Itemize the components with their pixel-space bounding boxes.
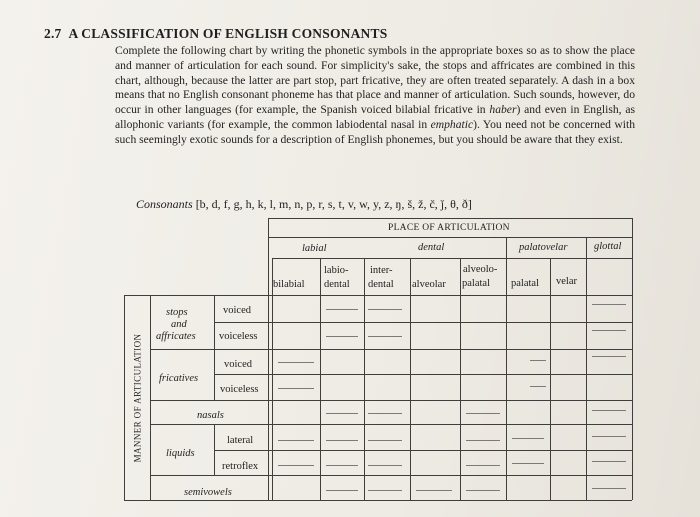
- dash-lateral-bilabial: [278, 440, 314, 441]
- dash-retroflex-interdental: [368, 465, 402, 466]
- example-word-emphatic: emphatic: [430, 117, 474, 131]
- manner-of-articulation-label: MANNER OF ARTICULATION: [132, 333, 143, 463]
- row-line-fricatives-end: [150, 400, 632, 401]
- dash-fricatives-voiceless-bilabial: [278, 388, 314, 389]
- row-nasals: nasals: [197, 410, 224, 421]
- col-velar: velar: [556, 276, 577, 287]
- dash-lateral-palatal: [512, 438, 544, 439]
- dash-stops-voiceless-labiodental: [326, 336, 358, 337]
- dash-lateral-glottal: [592, 436, 626, 437]
- row-stops-line2: and: [171, 319, 187, 330]
- col-sep-5: [506, 237, 507, 500]
- dash-retroflex-palatal: [512, 463, 544, 464]
- dash-lateral-alveopalatal: [466, 440, 500, 441]
- dash-semivowels-glottal: [592, 488, 626, 489]
- row-liquids: liquids: [166, 448, 195, 459]
- dash-fricatives-voiced-palatal: [530, 360, 546, 361]
- row-line-stops-mid: [214, 322, 632, 323]
- dash-fricatives-voiceless-palatal: [530, 386, 546, 387]
- dash-stops-voiceless-glottal: [592, 330, 626, 331]
- row-fricatives: fricatives: [159, 373, 199, 384]
- dash-semivowels-labiodental: [326, 490, 358, 491]
- row-line-fricatives-mid: [214, 374, 632, 375]
- col-palatal: palatal: [511, 278, 539, 289]
- col-alveolar: alveolar: [412, 279, 446, 290]
- row-stops-voiced: voiced: [223, 305, 251, 316]
- dash-stops-voiceless-interdental: [368, 336, 402, 337]
- header-top-border: [268, 218, 632, 219]
- header-divider: [268, 237, 632, 238]
- col-labiodental-line1: labio-: [324, 265, 349, 276]
- row-stops-voiceless: voiceless: [219, 331, 258, 342]
- row-line-liquids-mid: [214, 450, 632, 451]
- group-dental: dental: [418, 242, 445, 253]
- dash-retroflex-labiodental: [326, 465, 358, 466]
- dash-semivowels-alveopalatal: [466, 490, 500, 491]
- dash-semivowels-interdental: [368, 490, 402, 491]
- group-labial: labial: [302, 243, 327, 254]
- dash-fricatives-voiced-bilabial: [278, 362, 314, 363]
- instructions-text-2: ) and even in English, as allophonic variants (for example, the common labiodental nasal in: [115, 103, 636, 131]
- group-glottal: glottal: [594, 241, 622, 252]
- instructions-text-3: ). You need not be concerned with such seemingly exotic sounds for a description of English phonemes, but you should be aware that they exist.: [115, 117, 635, 146]
- consonant-symbols: [b, d, f, g, h, k, l, m, n, p, r, s, t, v, w, y, z, ŋ, š, ž, č, ǰ, θ, ð]: [195, 197, 472, 211]
- body-left-border: [124, 295, 125, 500]
- dash-stops-voiced-glottal: [592, 304, 626, 305]
- dash-retroflex-alveopalatal: [466, 465, 500, 466]
- chart-right-border: [632, 218, 633, 500]
- place-of-articulation-header: PLACE OF ARTICULATION: [388, 223, 510, 233]
- col-labiodental-line2: dental: [324, 279, 350, 290]
- col-interdental-line1: inter-: [370, 265, 393, 276]
- dash-nasals-labiodental: [326, 413, 358, 414]
- side-label-divider: [150, 295, 151, 500]
- group-palatovelar: palatovelar: [519, 242, 568, 253]
- body-top-border: [124, 295, 632, 296]
- row-line-liquids-end: [150, 475, 632, 476]
- dash-nasals-alveopalatal: [466, 413, 500, 414]
- col-bilabial: bilabial: [273, 279, 305, 290]
- row-fricatives-voiced: voiced: [224, 359, 252, 370]
- example-word-haber: haber: [489, 103, 517, 117]
- row-line-stops-end: [150, 349, 632, 350]
- subheader-divider: [272, 258, 632, 259]
- row-semivowels: semivowels: [184, 487, 232, 498]
- dash-semivowels-alveolar: [416, 490, 452, 491]
- body-bottom-border: [124, 500, 632, 501]
- dash-lateral-interdental: [368, 440, 402, 441]
- instructions-text-1: Complete the following chart by writing the phonetic symbols in the appropriate boxes so as to show the place and manner of articulation for each sound. For simplicity's sake, the stops and affricates are combined in this chart, although, because the latter are part stop, part fricative, they are often treated separately. A dash in a box means that no English consonant phoneme has that place and manner of articulation. Such sounds, however, do occur in other languages (for example, the Spanish voiced bilabial fricative in: [115, 44, 635, 117]
- col-interdental-line2: dental: [368, 279, 394, 290]
- row-liquids-retroflex: retroflex: [222, 461, 259, 472]
- consonant-list-label: Consonants: [136, 197, 193, 211]
- dash-stops-voiced-interdental: [368, 309, 402, 310]
- dash-retroflex-glottal: [592, 461, 626, 462]
- row-fricatives-voiceless: voiceless: [220, 384, 259, 395]
- col-alveopalatal-line2: palatal: [462, 278, 490, 289]
- section-title: A CLASSIFICATION OF ENGLISH CONSONANTS: [68, 26, 388, 41]
- row-stops-line3: affricates: [156, 331, 196, 342]
- dash-lateral-labiodental: [326, 440, 358, 441]
- row-liquids-lateral: lateral: [227, 435, 254, 446]
- dash-nasals-interdental: [368, 413, 402, 414]
- dash-nasals-glottal: [592, 410, 626, 411]
- col-alveopalatal-line1: alveolo-: [463, 264, 498, 275]
- dash-retroflex-bilabial: [278, 465, 314, 466]
- row-stops-line1: stops: [166, 307, 188, 318]
- dash-fricatives-voiced-glottal: [592, 356, 626, 357]
- chart-left-border-upper: [268, 218, 269, 500]
- row-line-nasals-end: [150, 424, 632, 425]
- col-sep-7: [586, 237, 587, 500]
- dash-stops-voiced-labiodental: [326, 309, 358, 310]
- section-number: 2.7: [44, 26, 62, 41]
